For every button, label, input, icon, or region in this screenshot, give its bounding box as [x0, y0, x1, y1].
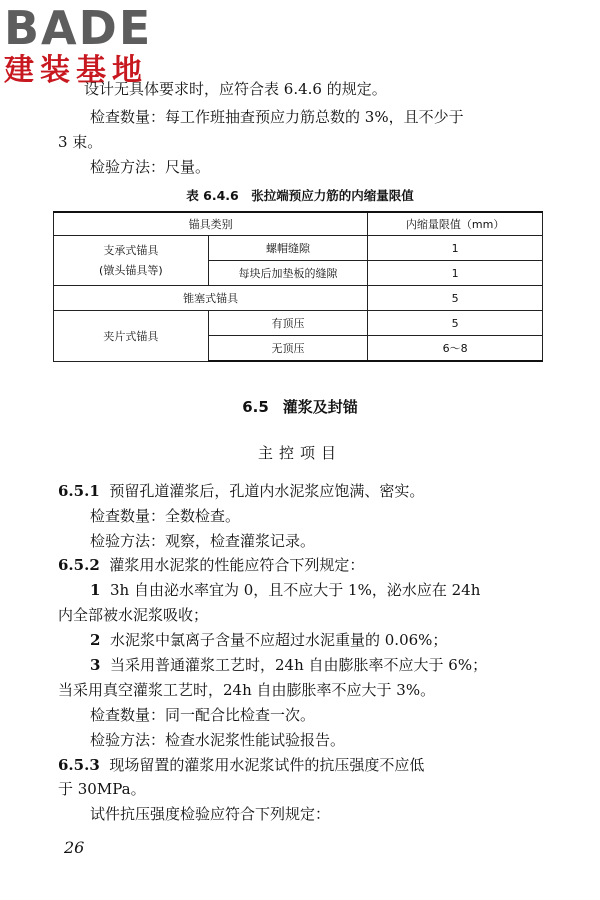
text-line: 试件抗压强度检验应符合下列规定： — [90, 805, 331, 823]
table-row — [54, 311, 543, 336]
text-line: 内全部被水泥浆吸收； — [58, 606, 209, 624]
list-item: 3 当采用普通灌浆工艺时，24h 自由膨胀率不应大于 6%； — [90, 656, 488, 674]
cell-value: 5 — [368, 311, 543, 336]
cell-subtype: 有顶压 — [208, 311, 368, 336]
page-number: 26 — [64, 838, 85, 857]
table-header-row — [54, 212, 543, 236]
subsection-heading: 主控项目 — [257, 444, 342, 462]
brand-logo — [4, 1, 184, 88]
text-line: 检验方法：尺量。 — [90, 158, 211, 176]
list-item: 2 水泥浆中氯离子含量不应超过水泥重量的 0.06%； — [90, 631, 448, 649]
group-support-anchor: 支承式锚具 (镦头锚具等) — [54, 236, 209, 286]
text-line: 检验方法：观察，检查灌浆记录。 — [90, 532, 316, 550]
cell-value: 6～8 — [368, 336, 543, 362]
table-row — [54, 236, 543, 261]
cell-value: 1 — [368, 236, 543, 261]
text-line: 当采用真空灌浆工艺时，24h 自由膨胀率不应大于 3%。 — [58, 681, 436, 699]
logo-chinese-name: 建装基地 — [4, 53, 148, 88]
anchorage-retraction-table — [53, 211, 543, 362]
header-anchor-type: 锚具类别 — [54, 212, 368, 236]
clause-line: 6.5.1 预留孔道灌浆后，孔道内水泥浆应饱满、密实。 — [58, 482, 425, 500]
text-line: 检查数量：同一配合比检查一次。 — [90, 706, 316, 724]
logo-wordmark: BADE — [4, 1, 153, 55]
text-line: 检验方法：检查水泥浆性能试验报告。 — [90, 731, 346, 749]
clause-line: 6.5.2 灌浆用水泥浆的性能应符合下列规定： — [58, 556, 365, 574]
cell-value: 5 — [368, 286, 543, 311]
cell-value: 1 — [368, 261, 543, 286]
clause-line: 6.5.3 现场留置的灌浆用水泥浆试件的抗压强度不应低 — [58, 756, 425, 774]
text-line: 3 束。 — [58, 133, 103, 151]
section-heading: 6.5 灌浆及封锚 — [242, 398, 358, 416]
text-line: 设计无具体要求时，应符合表 6.4.6 的规定。 — [84, 80, 387, 98]
group-wedge-anchor: 夹片式锚具 — [54, 311, 209, 362]
text-line: 检查数量：每工作班抽查预应力筋总数的 3%，且不少于 — [90, 108, 464, 126]
list-item: 1 3h 自由泌水率宜为 0，且不应大于 1%，泌水应在 24h — [90, 581, 481, 599]
cell-subtype: 每块后加垫板的缝隙 — [208, 261, 368, 286]
table-row — [54, 286, 543, 311]
cell-anchor-type: 锥塞式锚具 — [54, 286, 368, 311]
text-line: 于 30MPa。 — [58, 780, 146, 798]
table-caption: 表 6.4.6 张拉端预应力筋的内缩量限值 — [186, 188, 414, 203]
header-limit-value: 内缩量限值（mm） — [368, 212, 543, 236]
cell-subtype: 无顶压 — [208, 336, 368, 362]
text-line: 检查数量：全数检查。 — [90, 507, 241, 525]
cell-subtype: 螺帽缝隙 — [208, 236, 368, 261]
